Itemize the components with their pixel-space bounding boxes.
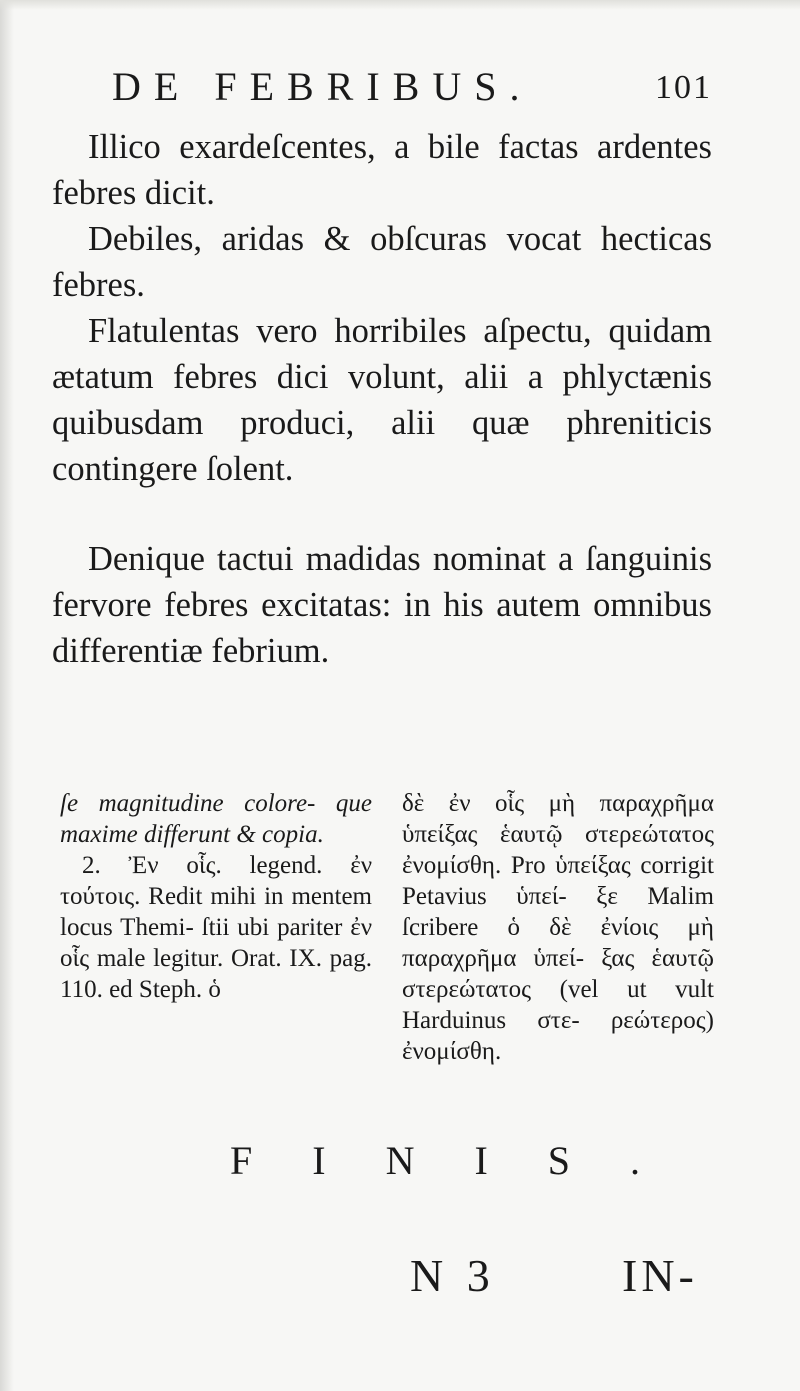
- page-top-shadow: [0, 0, 800, 10]
- footnote-right-1: δὲ ἐν οἷς μὴ παραχρῆμα ὑπείξας ἑαυτῷ στερεώτατος ἐνομίσθη. Pro ὑπείξας corrigit Petavius ὑπεί- ξε Malim ſcribere ὁ δὲ ἐνίοις μὴ παραχρῆμα ὑπεί- ξας ἑαυτῷ στερεώτατος (vel ut vult Harduinus στε- ρεώτερος) ἐνομίσθη.: [402, 790, 714, 1065]
- footnote-column-left: [60, 788, 372, 1005]
- paragraph-2: Debiles, aridas & obſcuras vocat hecticas febres.: [52, 220, 712, 304]
- running-head: [112, 62, 712, 112]
- footnote-left-2: 2. Ἐν οἷς. legend. ἐν τούτοις. Redit mihi in mentem locus Themi- ſtii ubi pariter ἐν οἷς male legitur. Orat. IX. pag. 110. ed Steph. ὁ: [60, 852, 372, 1003]
- paragraph-4: Denique tactui madidas nominat a ſanguinis fervore febres excitatas: in his autem omnibus differentiæ febrium.: [52, 540, 712, 670]
- footnote-left-1: ſe magnitudine colore- que maxime differunt & copia.: [60, 790, 372, 848]
- signature-mark: N 3: [410, 1250, 496, 1301]
- finis-heading: FINIS.: [230, 1138, 701, 1183]
- paragraph-3: Flatulentas vero horribiles aſpectu, quidam ætatum febres dici volunt, alii a phlyctænis quibusdam produci, alii quæ phreniticis contingere ſolent.: [52, 312, 712, 488]
- catchword: IN-: [622, 1250, 698, 1301]
- page-edge-shadow: [0, 0, 14, 1391]
- page-number: 101: [655, 69, 712, 106]
- footnote-column-right: [402, 788, 714, 1067]
- running-title: DE FEBRIBUS.: [112, 64, 533, 109]
- main-text: [52, 124, 712, 674]
- paragraph-1: Illico exardeſcentes, a bile factas ardentes febres dicit.: [52, 128, 712, 212]
